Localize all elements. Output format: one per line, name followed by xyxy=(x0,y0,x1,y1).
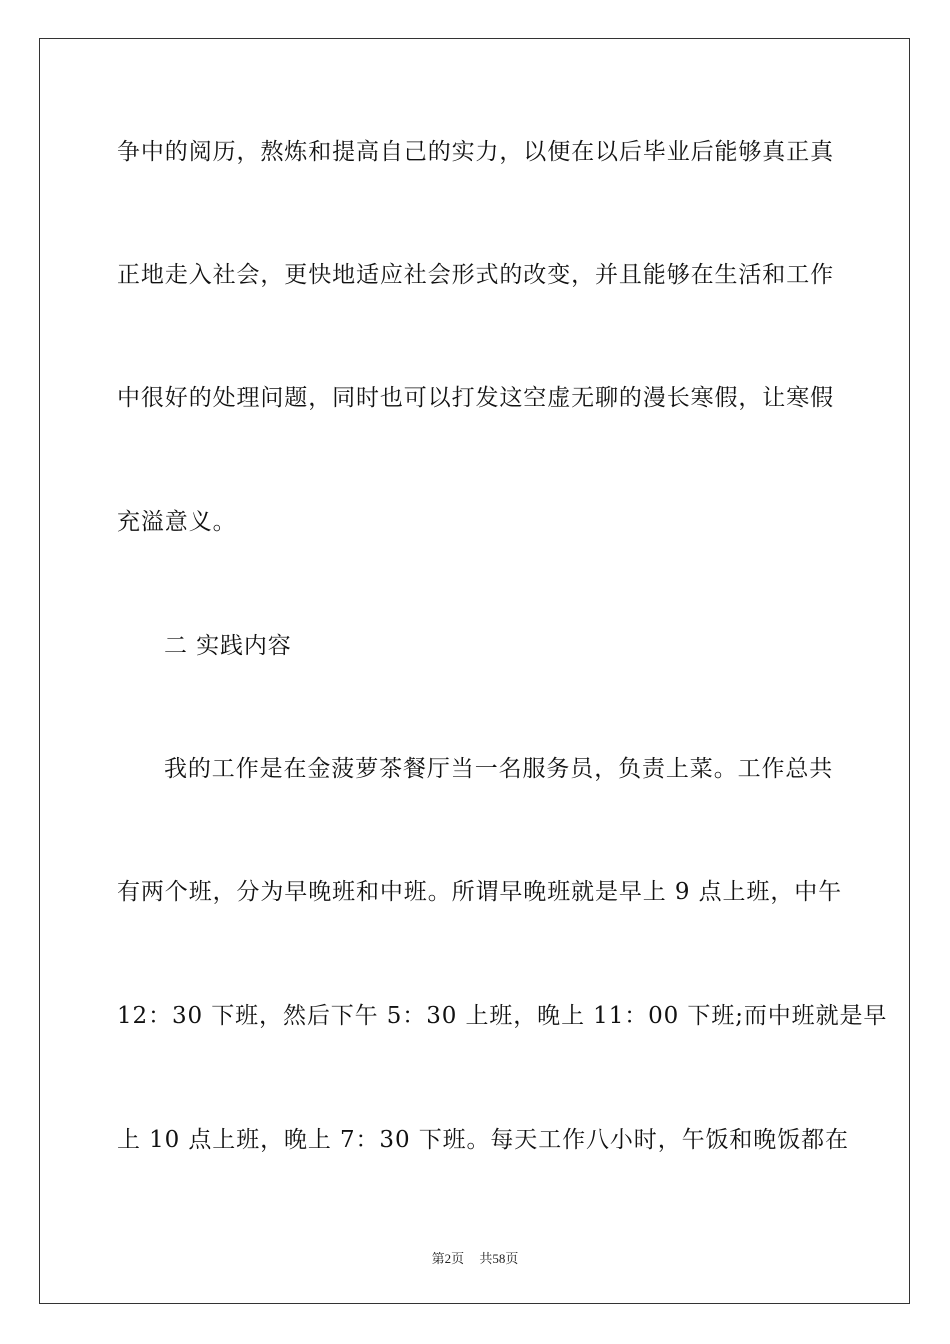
body-text-line: 有两个班，分为早晚班和中班。所谓早晚班就是早上 9 点上班，中午 xyxy=(117,879,843,905)
page-border xyxy=(39,38,910,1304)
section-heading: 二 实践内容 xyxy=(164,633,292,659)
page-footer xyxy=(0,1248,950,1267)
body-text-line: 我的工作是在金菠萝茶餐厅当一名服务员，负责上菜。工作总共 xyxy=(164,756,834,782)
page-number: 第2页 xyxy=(431,1251,465,1266)
body-text-line: 12：30 下班，然后下午 5：30 上班，晚上 11：00 下班;而中班就是早 xyxy=(117,1003,888,1029)
body-text-line: 上 10 点上班，晚上 7：30 下班。每天工作八小时，午饭和晚饭都在 xyxy=(117,1127,849,1153)
body-text-line: 中很好的处理问题，同时也可以打发这空虚无聊的漫长寒假，让寒假 xyxy=(117,385,834,411)
body-text-line: 正地走入社会，更快地适应社会形式的改变，并且能够在生活和工作 xyxy=(117,262,834,288)
body-text-line: 充溢意义。 xyxy=(117,509,237,535)
page-total: 共58页 xyxy=(479,1251,519,1266)
body-text-line: 争中的阅历，熬炼和提高自己的实力，以便在以后毕业后能够真正真 xyxy=(117,139,834,165)
